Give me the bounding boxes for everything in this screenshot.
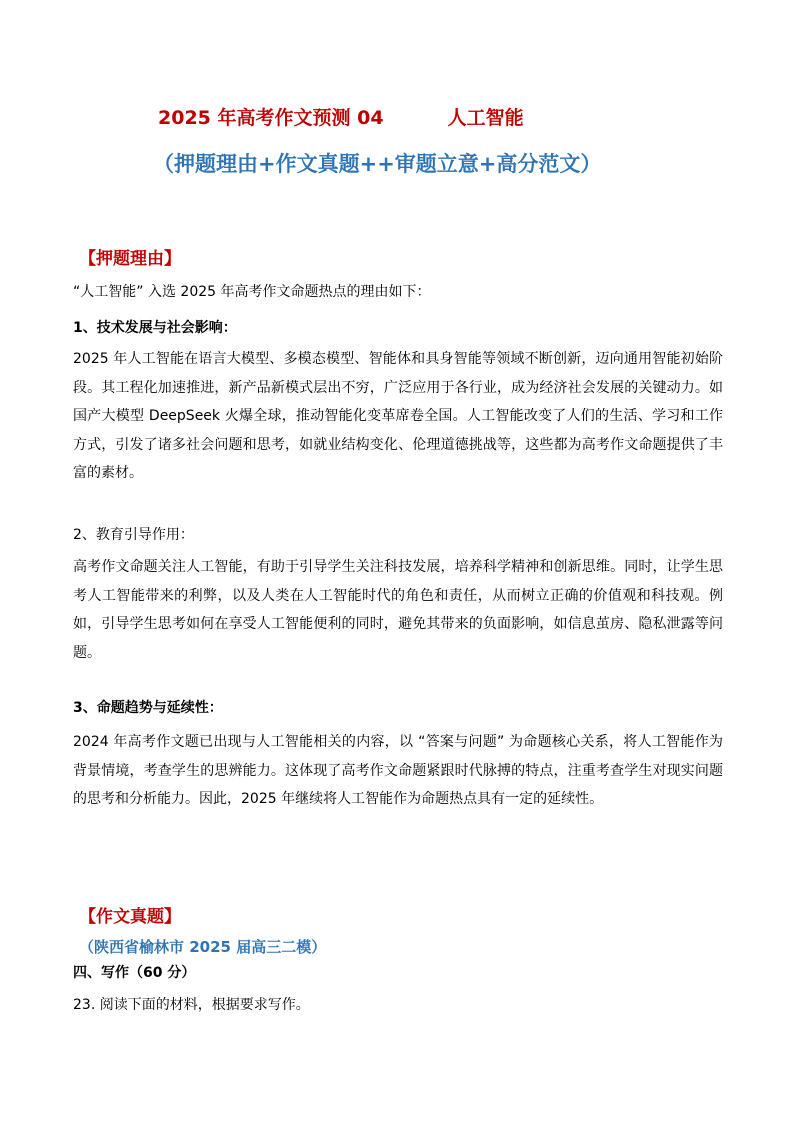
title-prediction: 2025 年高考作文预测 04 <box>158 107 384 129</box>
point-1-text: 2025 年人工智能在语言大模型、多模态模型、智能体和具身智能等领域不断创新，迈向通用智能初始阶段。其工程化加速推进，新产品新模式层出不穷，广泛应用于各行业，成为经济社会发展的关键动力。如国产大模型 DeepSeek 火爆全球，推动智能化变革席卷全国。人工智能改变了人们的生活、学习和工作方式，引发了诸多社会问题和思考，如就业结构变化、伦理道德挑战等，这些都为高考作文命题提供了丰富的素材。 <box>73 351 723 481</box>
document-subtitle: （押题理由+作文真题++审题立意+高分范文） <box>153 152 602 176</box>
writing-part-heading: 四、写作（60 分） <box>73 965 196 981</box>
point-3-heading: 3、命题趋势与延续性： <box>73 700 223 716</box>
point-1-heading: 1、技术发展与社会影响： <box>73 320 237 336</box>
title-topic: 人工智能 <box>447 107 524 129</box>
point-2-text: 高考作文命题关注人工智能，有助于引导学生关注科技发展，培养科学精神和创新思维。同时，让学生思考人工智能带来的利弊，以及人类在人工智能时代的角色和责任，从而树立正确的价值观和科技观。例如，引导学生思考如何在享受人工智能便利的同时，避免其带来的负面影响，如信息茧房、隐私泄露等问题。 <box>73 559 723 661</box>
reasons-intro: “人工智能” 入选 2025 年高考作文命题热点的理由如下： <box>73 284 431 300</box>
question-23: 23. 阅读下面的材料，根据要求写作。 <box>73 997 310 1013</box>
document-title <box>158 103 524 130</box>
point-2-heading: 2、教育引导作用： <box>73 527 194 543</box>
question-source: （陕西省榆林市 2025 届高三二模） <box>79 938 327 956</box>
section-heading-reasons: 【押题理由】 <box>79 249 181 269</box>
section-heading-exam-question: 【作文真题】 <box>79 907 181 927</box>
point-3-text: 2024 年高考作文题已出现与人工智能相关的内容，以 “答案与问题” 为命题核心关系，将人工智能作为背景情境，考查学生的思辨能力。这体现了高考作文命题紧跟时代脉搏的特点，注重考查学生对现实问题的思考和分析能力。因此，2025 年继续将人工智能作为命题热点具有一定的延续性。 <box>73 734 723 807</box>
